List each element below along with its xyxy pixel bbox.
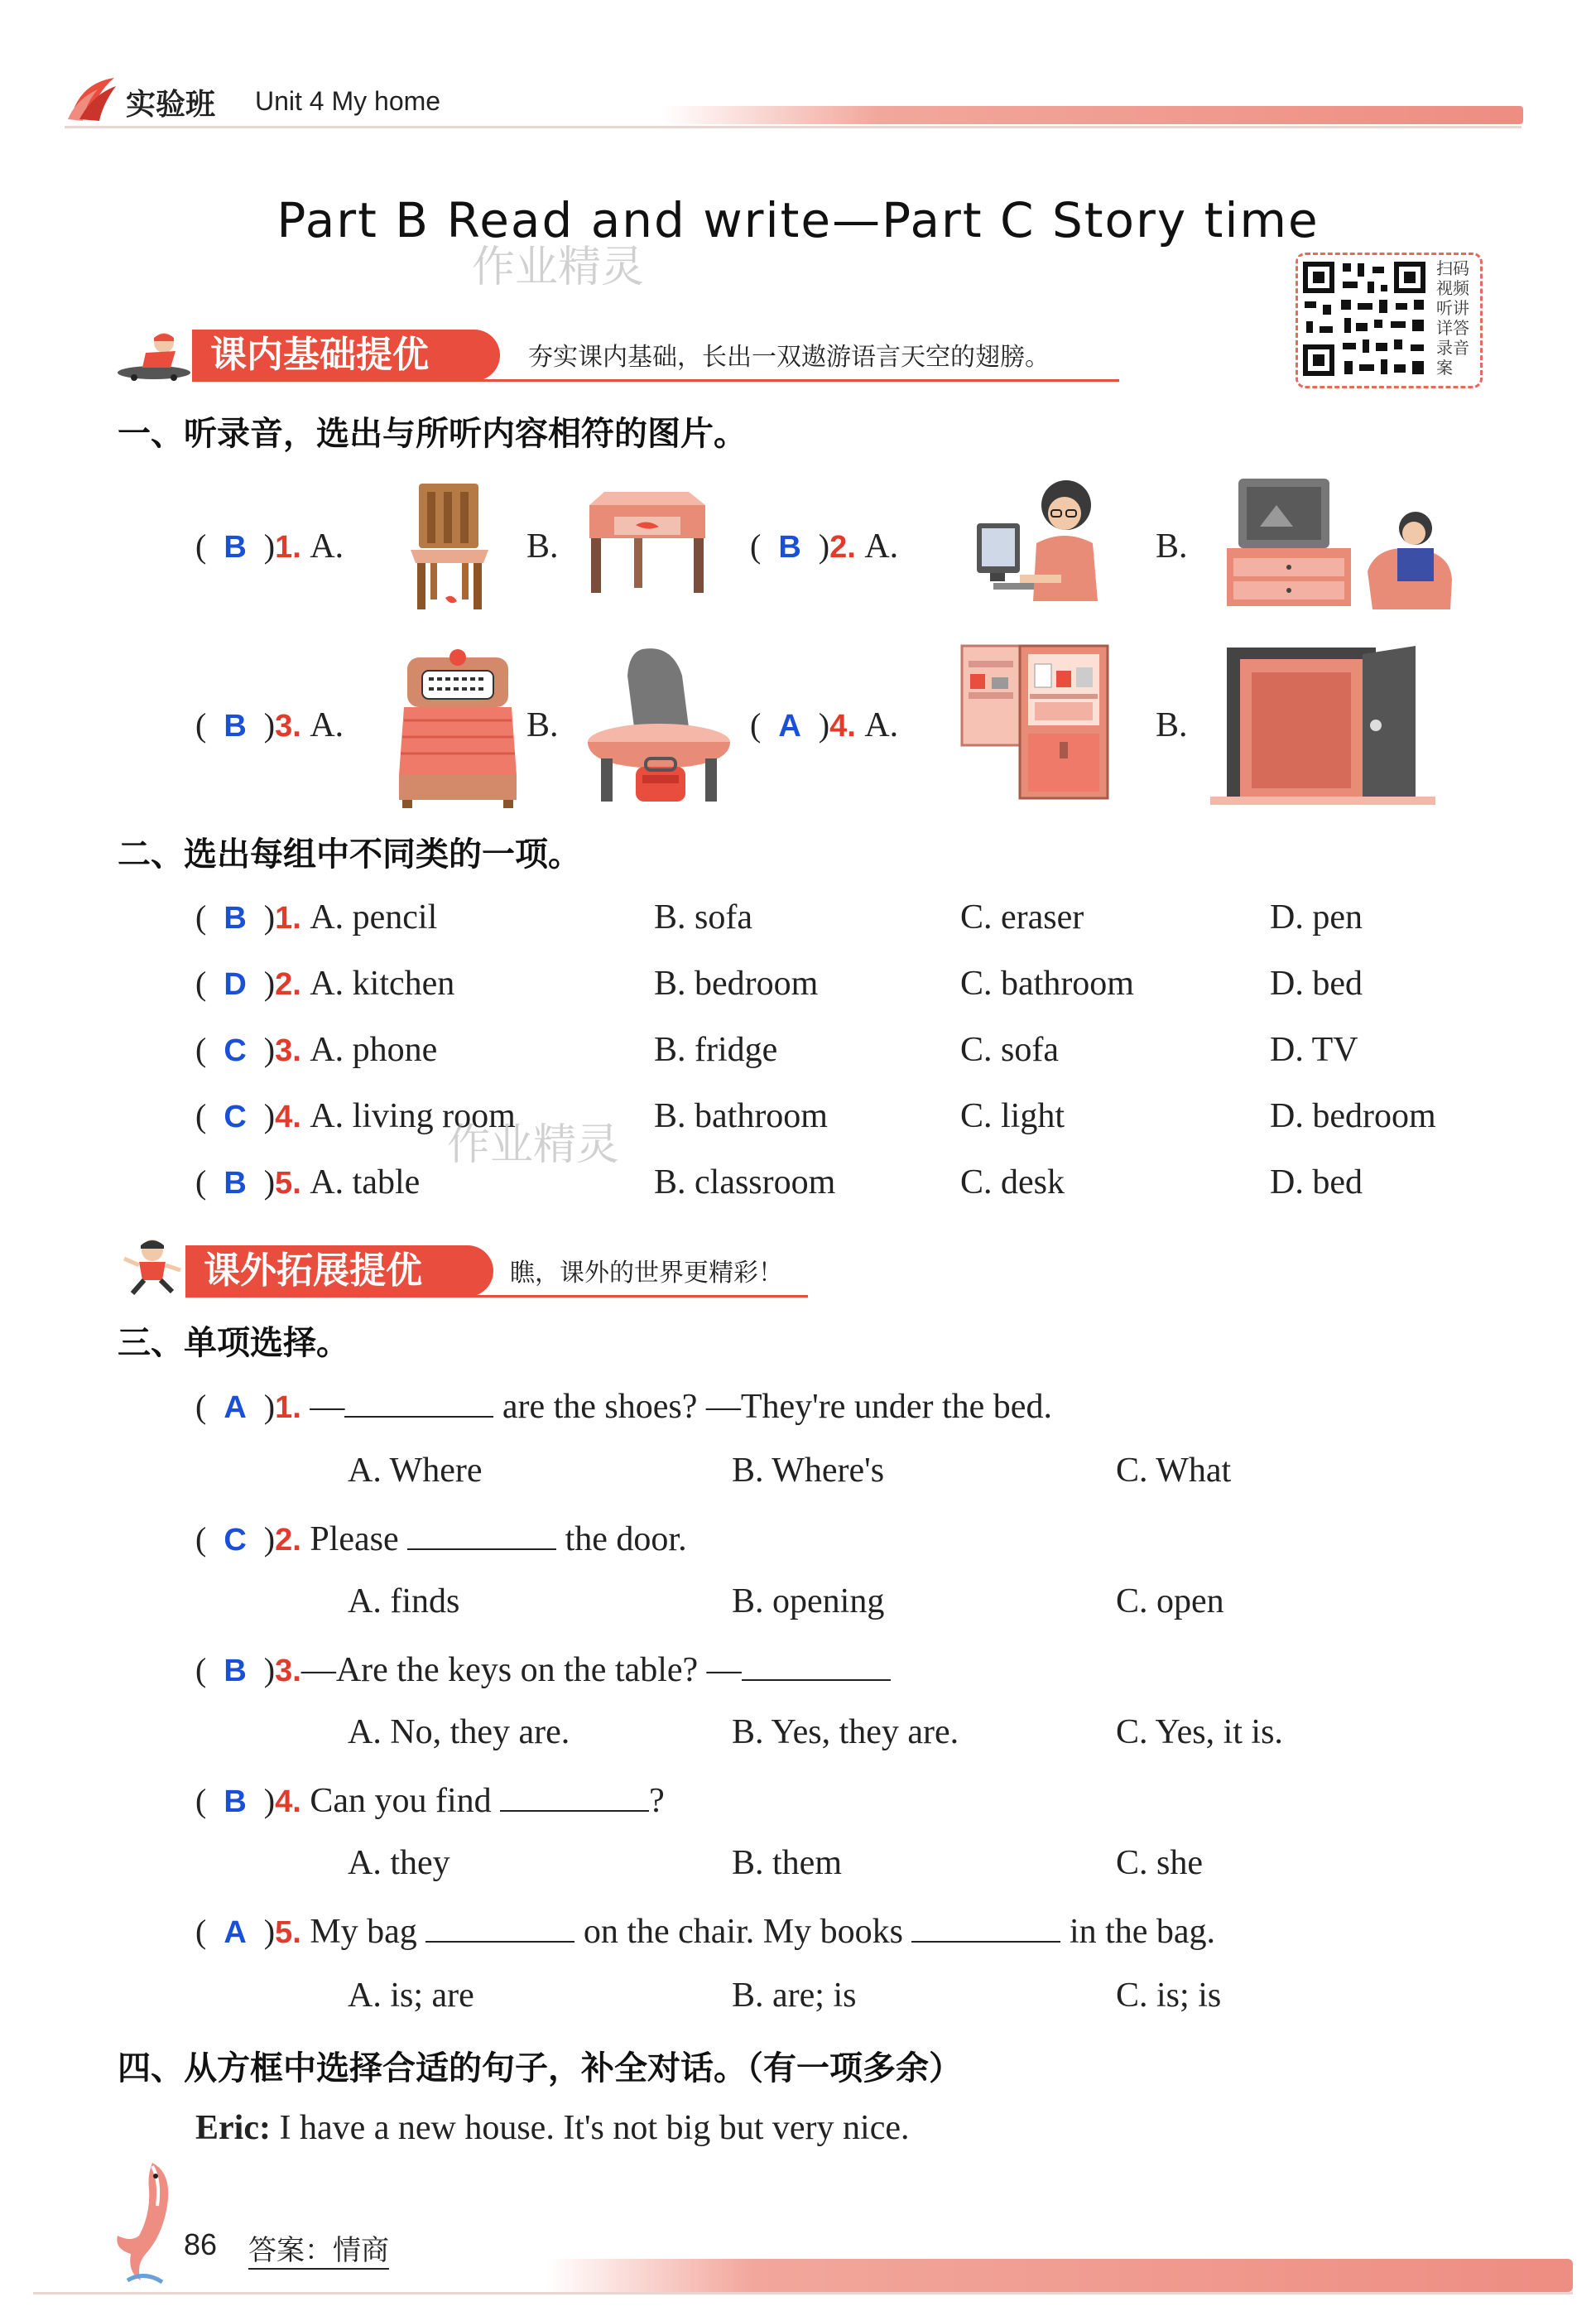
chair-image	[404, 480, 495, 613]
q4-dialogue-line-1: Eric: I have a new house. It's not big but very nice.	[195, 2109, 910, 2147]
q3-item-1-option-b: B. Where's	[732, 1452, 885, 1490]
qr-code-icon[interactable]	[1298, 257, 1430, 381]
answer-blank[interactable]	[407, 1517, 556, 1550]
section-banner-extended-underline	[185, 1295, 808, 1298]
q2-item-4: ( C )4. A. living room	[195, 1097, 516, 1135]
header-divider	[65, 126, 1521, 128]
tv-watcher-image	[1210, 472, 1459, 613]
q2-item-1-option-b: B. sofa	[654, 898, 752, 937]
q1-item-1-option-b: B.	[526, 527, 559, 566]
q3-item-5: ( A )5. My bag on the chair. My books in the bag.	[195, 1909, 1215, 1952]
q3-item-5-option-c: C. is; is	[1116, 1977, 1222, 2015]
answer: B	[224, 530, 247, 565]
q3-item-1-option-a: A. Where	[348, 1452, 483, 1490]
q3-item-5-option-b: B. are; is	[732, 1977, 857, 2015]
q3-item-3-option-c: C. Yes, it is.	[1116, 1713, 1283, 1751]
watermark: 作业精灵	[472, 243, 645, 292]
q3-item-1: ( A )1. — are the shoes? —They're under the bed.	[195, 1384, 1052, 1427]
section-banner-extended: 课外拓展提优	[185, 1245, 493, 1297]
q3-item-3-option-b: B. Yes, they are.	[732, 1713, 959, 1751]
q3-item-4: ( B )4. Can you find ?	[195, 1779, 665, 1821]
q2-item-2-option-b: B. bedroom	[654, 965, 819, 1003]
q2-item-3-option-d: D. TV	[1270, 1031, 1358, 1069]
answer-blank[interactable]	[742, 1648, 891, 1681]
q2-item-4-option-c: C. light	[960, 1097, 1065, 1135]
section-banner-extended-subtitle: 瞧，课外的世界更精彩！	[510, 1259, 783, 1288]
q1-item-3-option-b: B.	[526, 706, 559, 744]
footer-band	[546, 2259, 1573, 2292]
q1-item-2: ( B )2. A.	[750, 527, 899, 566]
watermark: 作业精灵	[447, 1120, 620, 1170]
q1-item-1: ( B )1. A.	[195, 527, 344, 566]
section-banner-basic-underline	[192, 379, 1119, 382]
q3-item-5-option-a: A. is; are	[348, 1977, 474, 2015]
q2-item-3-option-b: B. fridge	[654, 1031, 778, 1069]
door-image	[1210, 643, 1435, 805]
section-banner-basic: 课内基础提优	[192, 330, 500, 381]
bed-image	[396, 646, 520, 808]
q2-item-4-option-d: D. bedroom	[1270, 1097, 1436, 1135]
answer-blank[interactable]	[344, 1384, 493, 1418]
q2-item-4-option-b: B. bathroom	[654, 1097, 828, 1135]
qr-caption: 扫码 视频 听讲 详答 录音 案	[1436, 258, 1469, 378]
q3-item-2-option-a: A. finds	[348, 1582, 460, 1620]
q4-heading: 四、从方框中选择合适的句子，补全对话。（有一项多余）	[118, 2049, 962, 2087]
unit-title: Unit 4 My home	[255, 86, 441, 116]
running-kid-icon	[114, 1237, 189, 1297]
q3-item-2-option-b: B. opening	[732, 1582, 885, 1620]
q3-item-2-option-c: C. open	[1116, 1582, 1224, 1620]
q3-item-3-option-a: A. No, they are.	[348, 1713, 570, 1751]
footer-answer-label: 答案：情商	[248, 2227, 389, 2270]
fridge-image	[959, 643, 1113, 805]
page-number: 86	[184, 2227, 218, 2261]
q1-item-3: ( B )3. A.	[195, 706, 344, 744]
desk-image	[581, 489, 714, 596]
q3-item-4-option-c: C. she	[1116, 1844, 1203, 1882]
skateboard-kid-icon	[113, 330, 195, 381]
q2-item-1: ( B )1. A. pencil	[195, 898, 438, 937]
dolphin-mascot-icon	[103, 2156, 185, 2289]
q2-item-3: ( C )3. A. phone	[195, 1031, 438, 1069]
q2-item-2-option-c: C. bathroom	[960, 965, 1134, 1003]
answer: A	[778, 709, 801, 744]
q1-heading: 一、听录音，选出与所听内容相符的图片。	[118, 415, 747, 453]
answer: B	[224, 709, 247, 744]
header-band	[662, 106, 1523, 124]
q2-heading: 二、选出每组中不同类的一项。	[118, 835, 581, 874]
page-title: Part B Read and write—Part C Story time	[276, 192, 1320, 248]
q3-heading: 三、单项选择。	[118, 1324, 349, 1362]
q2-item-2: ( D )2. A. kitchen	[195, 965, 455, 1003]
q2-item-1-option-d: D. pen	[1270, 898, 1363, 937]
q3-item-1-option-c: C. What	[1116, 1452, 1232, 1490]
q3-item-2: ( C )2. Please the door.	[195, 1517, 687, 1559]
q1-item-4: ( A )4. A.	[750, 706, 899, 744]
speaker-name: Eric:	[195, 2109, 271, 2147]
q3-item-4-option-a: A. they	[348, 1844, 450, 1882]
q2-item-5-option-b: B. classroom	[654, 1163, 836, 1201]
brand-logo-icon	[65, 75, 119, 124]
brand-name: 实验班	[126, 88, 216, 122]
q2-item-5: ( B )5. A. table	[195, 1163, 421, 1201]
q1-item-2-option-b: B.	[1156, 527, 1188, 566]
q2-item-5-option-c: C. desk	[960, 1163, 1065, 1201]
q2-item-5-option-d: D. bed	[1270, 1163, 1363, 1201]
answer-blank[interactable]	[425, 1909, 574, 1943]
q2-item-3-option-c: C. sofa	[960, 1031, 1059, 1069]
q2-item-1-option-c: C. eraser	[960, 898, 1084, 937]
q3-item-3: ( B )3.—Are the keys on the table? —	[195, 1648, 891, 1690]
section-banner-basic-subtitle: 夯实课内基础，长出一双遨游语言天空的翅膀。	[528, 343, 1050, 372]
answer-blank[interactable]	[911, 1909, 1060, 1943]
computer-user-image	[960, 477, 1118, 606]
footer-divider	[33, 2292, 1573, 2294]
answer: B	[778, 530, 801, 565]
q2-item-2-option-d: D. bed	[1270, 965, 1363, 1003]
q1-item-4-option-b: B.	[1156, 706, 1188, 744]
answer-blank[interactable]	[500, 1779, 649, 1812]
q3-item-4-option-b: B. them	[732, 1844, 842, 1882]
table-with-bag-image	[584, 643, 733, 805]
